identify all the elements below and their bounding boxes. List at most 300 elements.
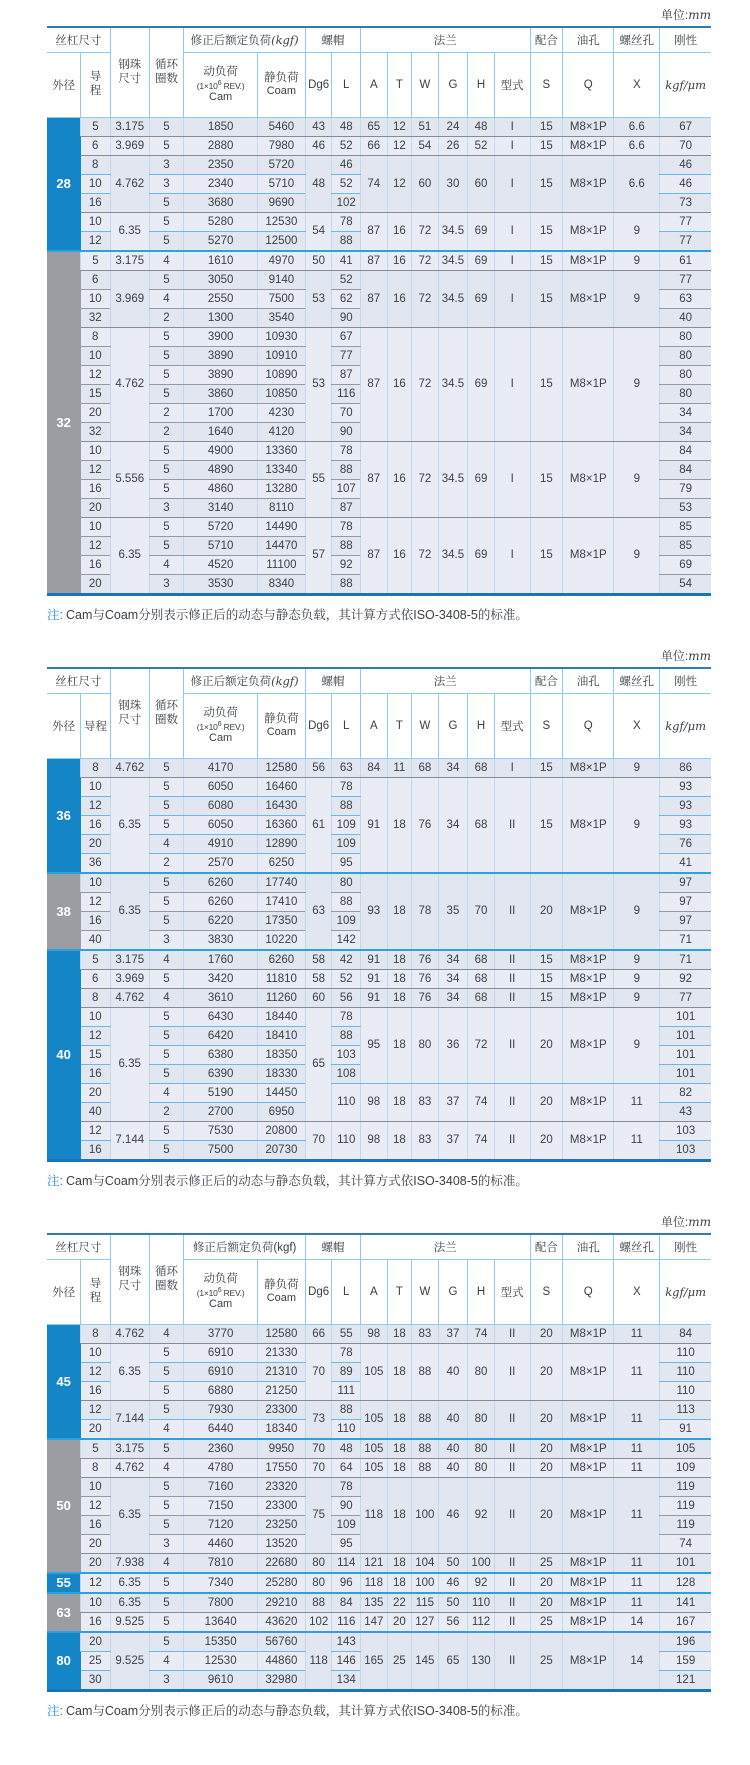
spec-table-block-3 — [47, 1213, 711, 1719]
dg6-cell: 60 — [305, 989, 332, 1008]
flange-h-cell: 74 — [468, 1325, 495, 1344]
flange-w-cell: 78 — [412, 873, 439, 950]
flange-t-cell: 18 — [387, 873, 412, 950]
circulation-cell: 5 — [149, 1065, 184, 1084]
rigidity-cell: 54 — [660, 575, 711, 595]
fit-s-cell: 20 — [530, 873, 563, 950]
flange-h-cell: 92 — [468, 1573, 495, 1593]
flange-w-cell: 51 — [412, 118, 439, 137]
circulation-cell: 5 — [149, 328, 184, 347]
rigidity-cell: 40 — [660, 309, 711, 328]
oil-hole-q-cell: M8×1P — [563, 271, 614, 328]
stat-label: 静负荷 — [264, 1278, 299, 1291]
static-load-cell: 4230 — [257, 404, 305, 423]
flange-w-cell: 68 — [412, 759, 439, 778]
lead-cell: 16 — [81, 816, 111, 835]
circulation-cell: 3 — [149, 1671, 184, 1691]
flange-a-cell: 118 — [361, 1478, 388, 1554]
dynamic-load-cell: 6420 — [184, 1027, 258, 1046]
flange-w-cell: 145 — [412, 1632, 439, 1691]
static-load-cell: 7980 — [257, 137, 305, 156]
lead-cell: 20 — [81, 1554, 111, 1574]
circulation-cell: 3 — [149, 575, 184, 595]
table-row — [47, 518, 711, 537]
flange-type-cell: I — [494, 156, 530, 213]
header-nut: 螺帽 — [305, 668, 360, 694]
static-load-cell: 7500 — [257, 290, 305, 309]
circulation-cell: 5 — [149, 1478, 184, 1497]
rigidity-cell: 101 — [660, 1008, 711, 1027]
dg6-cell: 80 — [305, 1554, 332, 1574]
static-load-cell: 16360 — [257, 816, 305, 835]
flange-a-cell: 87 — [361, 442, 388, 518]
load-title-unit: (kgf) — [271, 674, 299, 688]
flange-g-cell: 37 — [438, 1325, 468, 1344]
nut-length-cell: 88 — [332, 1401, 361, 1420]
stat-label: 静负荷 — [264, 712, 299, 725]
flange-a-cell: 66 — [361, 137, 388, 156]
fit-s-cell: 20 — [530, 1122, 563, 1161]
header-static-load — [257, 1260, 305, 1325]
flange-type-cell: I — [494, 213, 530, 252]
static-load-cell: 17550 — [257, 1459, 305, 1478]
header-ball-size — [110, 668, 149, 759]
dg6-cell: 102 — [305, 1613, 332, 1633]
flange-w-cell: 54 — [412, 137, 439, 156]
dynamic-load-cell: 13640 — [184, 1613, 258, 1633]
header-rigidity: 刚性 — [660, 27, 711, 53]
dynamic-load-cell: 3610 — [184, 989, 258, 1008]
static-load-cell: 5720 — [257, 156, 305, 175]
flange-g-cell: 40 — [438, 1459, 468, 1478]
lead-cell: 16 — [81, 1065, 111, 1084]
screw-hole-x-cell: 11 — [614, 1122, 660, 1161]
static-load-cell: 11810 — [257, 970, 305, 989]
note-marker: 注: — [47, 1704, 63, 1718]
table-row — [47, 1573, 711, 1593]
load-title-unit: (kgf) — [273, 1242, 297, 1254]
flange-w-cell: 83 — [412, 1325, 439, 1344]
spec-table-grid — [47, 667, 711, 1162]
unit-label — [47, 1213, 711, 1230]
static-load-cell: 17410 — [257, 893, 305, 912]
static-load-cell: 18410 — [257, 1027, 305, 1046]
header-circulation — [149, 1234, 184, 1325]
header-oil-q: Q — [563, 694, 614, 759]
flange-h-cell: 130 — [468, 1632, 495, 1691]
circulation-cell: 4 — [149, 1325, 184, 1344]
flange-t-cell: 18 — [387, 1401, 412, 1440]
flange-g-cell: 50 — [438, 1554, 468, 1574]
lead-cell: 8 — [81, 759, 111, 778]
flange-g-cell: 34.5 — [438, 518, 468, 595]
flange-type-cell: II — [494, 1478, 530, 1554]
circulation-cell: 3 — [149, 156, 184, 175]
spec-table — [47, 26, 711, 596]
dynamic-load-cell: 7800 — [184, 1593, 258, 1613]
spec-table — [47, 1233, 711, 1692]
nut-length-cell: 87 — [332, 366, 361, 385]
rigidity-cell: 80 — [660, 347, 711, 366]
dynamic-load-cell: 3140 — [184, 499, 258, 518]
static-load-cell: 14450 — [257, 1084, 305, 1103]
flange-g-cell: 46 — [438, 1573, 468, 1593]
flange-type-cell: II — [494, 1344, 530, 1401]
dyn-rev-note: ($1\times 10^6$ REV.) — [196, 1286, 245, 1298]
flange-a-cell: 84 — [361, 759, 388, 778]
flange-t-cell: 16 — [387, 518, 412, 595]
header-rigidity: 刚性 — [660, 1234, 711, 1260]
static-load-cell: 18350 — [257, 1046, 305, 1065]
lead-cell: 16 — [81, 480, 111, 499]
oil-hole-q-cell: M8×1P — [563, 118, 614, 137]
dg6-cell: 70 — [305, 1344, 332, 1401]
nut-length-cell: 52 — [332, 970, 361, 989]
static-load-cell: 10220 — [257, 931, 305, 951]
circulation-cell: 5 — [149, 893, 184, 912]
dg6-cell: 48 — [305, 156, 332, 213]
table-row — [47, 989, 711, 1008]
flange-h-cell: 60 — [468, 156, 495, 213]
flange-a-cell: 87 — [361, 271, 388, 328]
lead-cell: 16 — [81, 1516, 111, 1535]
dg6-cell: 53 — [305, 271, 332, 328]
unit-label — [47, 6, 711, 23]
oil-hole-q-cell: M8×1P — [563, 1554, 614, 1574]
table-row — [47, 1632, 711, 1652]
dg6-cell: 46 — [305, 137, 332, 156]
dynamic-load-cell: 1850 — [184, 118, 258, 137]
oil-hole-q-cell: M8×1P — [563, 873, 614, 950]
table-row — [47, 118, 711, 137]
flange-a-cell: 91 — [361, 950, 388, 970]
dynamic-load-cell: 7150 — [184, 1497, 258, 1516]
header-flange-type: 型式 — [494, 53, 530, 118]
flange-type-cell: II — [494, 1573, 530, 1593]
circulation-cell: 3 — [149, 499, 184, 518]
screw-hole-x-cell: 6.6 — [614, 137, 660, 156]
circulation-cell: 5 — [149, 232, 184, 252]
static-load-cell: 5710 — [257, 175, 305, 194]
circulation-cell: 5 — [149, 1363, 184, 1382]
flange-type-cell: I — [494, 251, 530, 271]
table-row — [47, 213, 711, 232]
dyn-rev-note: ($1\times 10^6$ REV.) — [196, 79, 245, 91]
screw-hole-x-cell: 6.6 — [614, 118, 660, 137]
ball-size-cell: 3.969 — [110, 137, 149, 156]
nut-length-cell: 116 — [332, 385, 361, 404]
fit-s-cell: 20 — [530, 1084, 563, 1122]
flange-a-cell: 87 — [361, 213, 388, 252]
circulation-cell: 5 — [149, 271, 184, 290]
flange-g-cell: 37 — [438, 1122, 468, 1161]
flange-w-cell: 72 — [412, 328, 439, 442]
circulation-cell: 2 — [149, 1103, 184, 1122]
flange-t-cell: 16 — [387, 328, 412, 442]
fit-s-cell: 20 — [530, 1593, 563, 1613]
header-corrected-load — [184, 668, 306, 694]
rigidity-cell: 69 — [660, 556, 711, 575]
oil-hole-q-cell: M8×1P — [563, 1459, 614, 1478]
dyn-rev-exponent: 6 — [217, 79, 222, 87]
flange-a-cell: 87 — [361, 328, 388, 442]
header-corrected-load — [184, 27, 306, 53]
nut-length-cell: 110 — [332, 1084, 361, 1122]
flange-w-cell: 115 — [412, 1593, 439, 1613]
static-load-cell: 29210 — [257, 1593, 305, 1613]
static-load-cell: 12500 — [257, 232, 305, 252]
flange-h-cell: 80 — [468, 1401, 495, 1440]
circulation-cell: 3 — [149, 175, 184, 194]
static-load-cell: 12890 — [257, 835, 305, 854]
flange-t-cell: 18 — [387, 1008, 412, 1084]
static-load-cell: 10930 — [257, 328, 305, 347]
header-screw-x: X — [614, 694, 660, 759]
unit-text: 单位: — [660, 8, 689, 22]
static-load-cell: 20800 — [257, 1122, 305, 1141]
header-line: 钢珠 — [118, 699, 142, 712]
table-row — [47, 1344, 711, 1363]
outer-dia-cell: 36 — [47, 759, 81, 874]
rigidity-cell: 110 — [660, 1363, 711, 1382]
table-row — [47, 156, 711, 175]
header-line: 程 — [89, 1292, 102, 1304]
flange-type-cell: I — [494, 759, 530, 778]
flange-a-cell: 98 — [361, 1084, 388, 1122]
static-load-cell: 11260 — [257, 989, 305, 1008]
static-load-cell: 18340 — [257, 1420, 305, 1440]
rigidity-cell: 110 — [660, 1344, 711, 1363]
lead-cell: 12 — [81, 1027, 111, 1046]
unit-text: 单位: — [660, 649, 689, 663]
rigidity-cell: 91 — [660, 1420, 711, 1440]
flange-h-cell: 52 — [468, 137, 495, 156]
static-load-cell: 13280 — [257, 480, 305, 499]
lead-cell: 5 — [81, 118, 111, 137]
static-load-cell: 12580 — [257, 759, 305, 778]
static-load-cell: 9690 — [257, 194, 305, 213]
flange-g-cell: 65 — [438, 1632, 468, 1691]
flange-t-cell: 18 — [387, 1325, 412, 1344]
flange-g-cell: 34.5 — [438, 328, 468, 442]
flange-type-cell: I — [494, 328, 530, 442]
header-line: 导 — [89, 1278, 102, 1291]
table-row — [47, 1401, 711, 1420]
header-fit: 配合 — [530, 668, 563, 694]
nut-length-cell: 78 — [332, 518, 361, 537]
rigidity-cell: 67 — [660, 118, 711, 137]
circulation-cell: 5 — [149, 1344, 184, 1363]
screw-hole-x-cell: 9 — [614, 778, 660, 874]
nut-length-cell: 134 — [332, 1671, 361, 1691]
dynamic-load-cell: 4520 — [184, 556, 258, 575]
flange-a-cell: 91 — [361, 989, 388, 1008]
static-load-cell: 17740 — [257, 873, 305, 893]
rigidity-cell: 84 — [660, 461, 711, 480]
nut-length-cell: 88 — [332, 461, 361, 480]
nut-length-cell: 143 — [332, 1632, 361, 1652]
dynamic-load-cell: 6220 — [184, 912, 258, 931]
static-load-cell: 13520 — [257, 1535, 305, 1554]
rigidity-cell: 86 — [660, 759, 711, 778]
table-body — [47, 118, 711, 595]
screw-hole-x-cell: 14 — [614, 1632, 660, 1691]
dg6-cell: 70 — [305, 1122, 332, 1161]
rigidity-cell: 97 — [660, 893, 711, 912]
flange-type-cell: I — [494, 442, 530, 518]
header-flange-h: H — [468, 53, 495, 118]
dynamic-load-cell: 1640 — [184, 423, 258, 442]
static-load-cell: 16460 — [257, 778, 305, 797]
circulation-cell: 5 — [149, 1632, 184, 1652]
dynamic-load-cell: 3420 — [184, 970, 258, 989]
static-load-cell: 18440 — [257, 1008, 305, 1027]
rigidity-cell: 84 — [660, 1325, 711, 1344]
rigidity-cell: 43 — [660, 1103, 711, 1122]
dynamic-load-cell: 6430 — [184, 1008, 258, 1027]
header-rigidity-unit: kgf/μm — [660, 694, 711, 759]
screw-hole-x-cell: 9 — [614, 518, 660, 595]
flange-a-cell: 135 — [361, 1593, 388, 1613]
dynamic-load-cell: 2880 — [184, 137, 258, 156]
circulation-cell: 5 — [149, 912, 184, 931]
circulation-cell: 5 — [149, 518, 184, 537]
nut-length-cell: 89 — [332, 1363, 361, 1382]
flange-g-cell: 34 — [438, 989, 468, 1008]
lead-cell: 10 — [81, 1593, 111, 1613]
flange-h-cell: 74 — [468, 1084, 495, 1122]
table-row — [47, 1439, 711, 1459]
dynamic-load-cell: 5280 — [184, 213, 258, 232]
nut-length-cell: 52 — [332, 271, 361, 290]
dg6-cell: 66 — [305, 1325, 332, 1344]
flange-type-cell: II — [494, 1593, 530, 1613]
flange-a-cell: 65 — [361, 118, 388, 137]
lead-cell: 12 — [81, 537, 111, 556]
screw-hole-x-cell: 11 — [614, 1593, 660, 1613]
header-flange-t: T — [387, 694, 412, 759]
rigidity-cell: 61 — [660, 251, 711, 271]
lead-cell: 10 — [81, 213, 111, 232]
rigidity-cell: 85 — [660, 518, 711, 537]
nut-length-cell: 78 — [332, 1478, 361, 1497]
flange-w-cell: 76 — [412, 970, 439, 989]
screw-hole-x-cell: 9 — [614, 970, 660, 989]
lead-cell: 36 — [81, 854, 111, 874]
outer-dia-cell: 40 — [47, 950, 81, 1161]
header-lead: 导程 — [81, 694, 111, 759]
ball-size-cell: 6.35 — [110, 778, 149, 874]
circulation-cell: 5 — [149, 1046, 184, 1065]
flange-h-cell: 69 — [468, 213, 495, 252]
flange-t-cell: 18 — [387, 1439, 412, 1459]
circulation-cell: 3 — [149, 1535, 184, 1554]
header-fit-s: S — [530, 1260, 563, 1325]
flange-w-cell: 76 — [412, 950, 439, 970]
oil-hole-q-cell: M8×1P — [563, 213, 614, 252]
circulation-cell: 5 — [149, 1141, 184, 1161]
flange-type-cell: II — [494, 778, 530, 874]
rigidity-cell: 113 — [660, 1401, 711, 1420]
dg6-cell: 57 — [305, 518, 332, 595]
flange-h-cell: 48 — [468, 118, 495, 137]
flange-h-cell: 69 — [468, 271, 495, 328]
dynamic-load-cell: 4900 — [184, 442, 258, 461]
note-text: Cam与Coam分别表示修正后的动态与静态负载，其计算方式依ISO-3408-5的标准。 — [65, 608, 528, 622]
rigidity-cell: 70 — [660, 137, 711, 156]
static-load-cell: 5460 — [257, 118, 305, 137]
rigidity-cell: 53 — [660, 499, 711, 518]
rigidity-cell: 71 — [660, 931, 711, 951]
static-load-cell: 6950 — [257, 1103, 305, 1122]
nut-length-cell: 90 — [332, 423, 361, 442]
spec-table-block-1 — [47, 6, 711, 623]
header-flange: 法兰 — [361, 668, 531, 694]
flange-g-cell: 50 — [438, 1593, 468, 1613]
lead-cell: 32 — [81, 309, 111, 328]
flange-h-cell: 80 — [468, 1344, 495, 1401]
screw-hole-x-cell: 9 — [614, 251, 660, 271]
table-row — [47, 328, 711, 347]
fit-s-cell: 20 — [530, 1008, 563, 1084]
nut-length-cell: 95 — [332, 854, 361, 874]
flange-w-cell: 72 — [412, 442, 439, 518]
flange-g-cell: 34 — [438, 759, 468, 778]
flange-t-cell: 12 — [387, 156, 412, 213]
header-dynamic-load — [184, 694, 258, 759]
stat-label: 静负荷 — [264, 71, 299, 84]
nut-length-cell: 48 — [332, 1439, 361, 1459]
dynamic-load-cell: 9610 — [184, 1671, 258, 1691]
ball-size-cell: 6.35 — [110, 1478, 149, 1554]
dynamic-load-cell: 3900 — [184, 328, 258, 347]
circulation-cell: 4 — [149, 1459, 184, 1478]
header-flange-a: A — [361, 694, 388, 759]
nut-length-cell: 88 — [332, 1027, 361, 1046]
table-row — [47, 778, 711, 797]
static-load-cell: 23300 — [257, 1497, 305, 1516]
lead-cell: 10 — [81, 442, 111, 461]
header-nut: 螺帽 — [305, 1234, 360, 1260]
rigidity-cell: 82 — [660, 1084, 711, 1103]
rigidity-cell: 93 — [660, 778, 711, 797]
lead-cell: 10 — [81, 1344, 111, 1363]
flange-w-cell: 100 — [412, 1573, 439, 1593]
table-row — [47, 1593, 711, 1613]
spec-table-block-2 — [47, 647, 711, 1189]
flange-g-cell: 34 — [438, 950, 468, 970]
ball-size-cell: 4.762 — [110, 156, 149, 213]
flange-t-cell: 22 — [387, 1593, 412, 1613]
nut-length-cell: 46 — [332, 156, 361, 175]
table-header — [47, 27, 711, 118]
dynamic-load-cell: 3770 — [184, 1325, 258, 1344]
flange-w-cell: 88 — [412, 1459, 439, 1478]
circulation-cell: 5 — [149, 1439, 184, 1459]
table-note — [47, 1171, 711, 1189]
lead-cell: 20 — [81, 499, 111, 518]
oil-hole-q-cell: M8×1P — [563, 251, 614, 271]
header-flange-type: 型式 — [494, 1260, 530, 1325]
circulation-cell: 2 — [149, 423, 184, 442]
screw-hole-x-cell: 9 — [614, 989, 660, 1008]
lead-cell: 10 — [81, 1008, 111, 1027]
lead-cell: 16 — [81, 912, 111, 931]
flange-t-cell: 18 — [387, 1344, 412, 1401]
header-lead — [81, 53, 111, 118]
oil-hole-q-cell: M8×1P — [563, 1593, 614, 1613]
flange-h-cell: 69 — [468, 251, 495, 271]
